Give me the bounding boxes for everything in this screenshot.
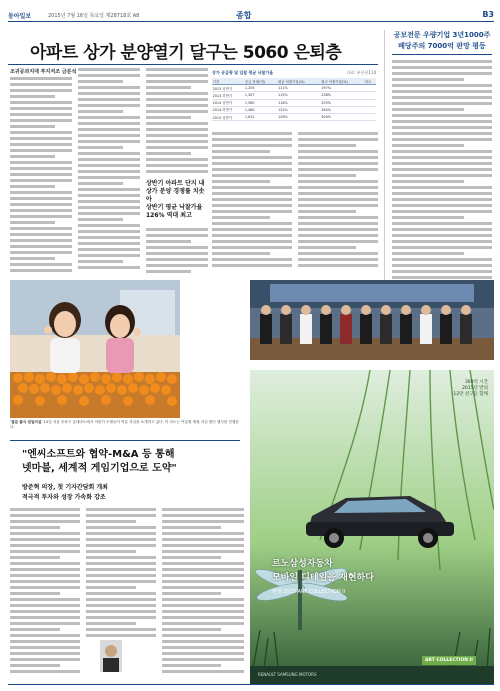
ad-artwork — [250, 370, 494, 684]
car-advertisement[interactable] — [250, 370, 494, 684]
portrait-photo — [100, 640, 122, 672]
table-cell: 1,307 — [244, 92, 277, 99]
table-row — [212, 113, 376, 120]
table-cell: 1,612 — [244, 113, 277, 120]
children-caption-label: '절급 출식 엄일의실' — [10, 420, 43, 424]
newspaper-logo: 동아일보 — [8, 13, 32, 20]
children-photo-graphic — [10, 280, 180, 418]
children-caption-text: 13일 서울 송파구 롯데마트에서 어린이 모델들이 여름 과일을 소개하고 있다. 이 마트는 여름철 제철 과일 할인 행사를 진행한다. — [10, 420, 239, 429]
table-cell — [364, 92, 376, 99]
table-cell — [364, 85, 376, 92]
table-row — [212, 92, 376, 99]
article-body-col5 — [298, 132, 378, 275]
table-title: 상가 공급량 및 입찰 평균 낙찰가율 — [212, 70, 274, 75]
table-cell: 1,560 — [244, 99, 277, 106]
table-cell: 126% — [277, 113, 320, 120]
table-cell: 300% — [321, 113, 364, 120]
table-cell — [364, 106, 376, 113]
ad-top-line1: 300억 시간 — [464, 380, 488, 385]
table-cell: 238% — [321, 92, 364, 99]
masthead — [8, 8, 494, 22]
table-cell: 255% — [321, 99, 364, 106]
table-cell — [364, 113, 376, 120]
ad-top-line3: 12만 친구들 함께 — [453, 392, 488, 397]
article-subhead-2: 상반기 평균 낙찰가율 126% 역대 최고 — [146, 204, 203, 219]
second-body-col3 — [162, 508, 244, 682]
second-body-col1 — [10, 508, 80, 682]
table-header: 최고 낙찰가율(%) — [321, 78, 364, 85]
article-body-col3 — [146, 68, 208, 176]
section-title: 종합 — [236, 11, 252, 20]
children-photo — [10, 280, 180, 418]
side-title-2: 배당주의 7000억 판망 평등 — [398, 42, 486, 50]
table-cell: 264% — [321, 106, 364, 113]
table-cell: 2013 상반기 — [212, 85, 244, 92]
table-header: 공급 물량(개) — [244, 78, 277, 85]
table-cell: 1,205 — [244, 85, 277, 92]
ad-top-line2: 2015년 반의 — [462, 386, 488, 391]
main-headline: 아파트 상가 분양열기 달구는 5060 은퇴층 — [30, 43, 342, 63]
table-cell: 122% — [277, 106, 320, 113]
table-row — [212, 99, 376, 106]
page-number: B3 — [482, 10, 494, 19]
table-cell: 2014 하반기 — [212, 106, 244, 113]
table-cell: 2015 상반기 — [212, 113, 244, 120]
ad-badge: ART COLLECTION II — [422, 656, 476, 665]
second-headline-line1: "엔씨소프트와 협약-M&A 등 통해 — [22, 449, 175, 460]
second-subhead-1: 방준혁 의장, 첫 기자간담회 개최 — [22, 484, 108, 491]
article-body-col4 — [212, 132, 292, 275]
second-subhead-2: 적극적 투자와 성장 가속화 강조 — [22, 494, 106, 501]
table-cell: 2013 하반기 — [212, 92, 244, 99]
ad-brand: 르노삼성자동차 — [272, 559, 333, 569]
article-body-col1 — [10, 77, 72, 275]
table-cell: 197% — [321, 85, 364, 92]
supply-table — [212, 70, 376, 128]
second-article-rule — [10, 440, 240, 441]
table-cell: 111% — [277, 85, 320, 92]
article-byline: 조귀공과지대 투지저조 금분석 — [10, 69, 77, 75]
table-header: 평균 낙찰가율(%) — [277, 78, 320, 85]
portrait-graphic — [100, 640, 122, 672]
table-row — [212, 106, 376, 113]
group-photo — [250, 280, 494, 360]
table-header: 기간 — [212, 78, 244, 85]
group-photo-graphic — [250, 280, 494, 360]
ad-footer: RENAULT SAMSUNG MOTORS — [258, 672, 317, 677]
article-subhead-1: 상반기 아파트 단지 내 상가 분양 경쟁률 치솟아 — [146, 180, 205, 203]
side-title-1: 공보전문 우량기업 3년1000주 — [393, 31, 491, 39]
table-cell: 2014 상반기 — [212, 99, 244, 106]
table-source: 자료: 부동산114 — [346, 70, 376, 75]
table-cell — [364, 99, 376, 106]
issue-info: 2015년 7월 16일 목요일 제28718호 A8 — [48, 13, 140, 19]
second-headline-line2: 넷마블, 세계적 게임기업으로 도약" — [22, 463, 177, 474]
headline-rule — [8, 64, 378, 65]
side-rule — [392, 54, 492, 55]
table-header: 비고 — [364, 78, 376, 85]
table-cell: 115% — [277, 92, 320, 99]
ad-tagline: 탄생 2015 ART COLLECTION II — [272, 589, 346, 595]
table-row — [212, 85, 376, 92]
data-table — [212, 78, 376, 121]
article-body-col2 — [78, 68, 140, 275]
table-cell: 118% — [277, 99, 320, 106]
children-photo-caption — [10, 420, 240, 430]
article-body-col3b — [146, 228, 208, 275]
table-cell: 1,480 — [244, 106, 277, 113]
ad-slogan: 모바일 디테일을 재현하다 — [272, 573, 374, 583]
page-footer-rule — [8, 684, 494, 685]
